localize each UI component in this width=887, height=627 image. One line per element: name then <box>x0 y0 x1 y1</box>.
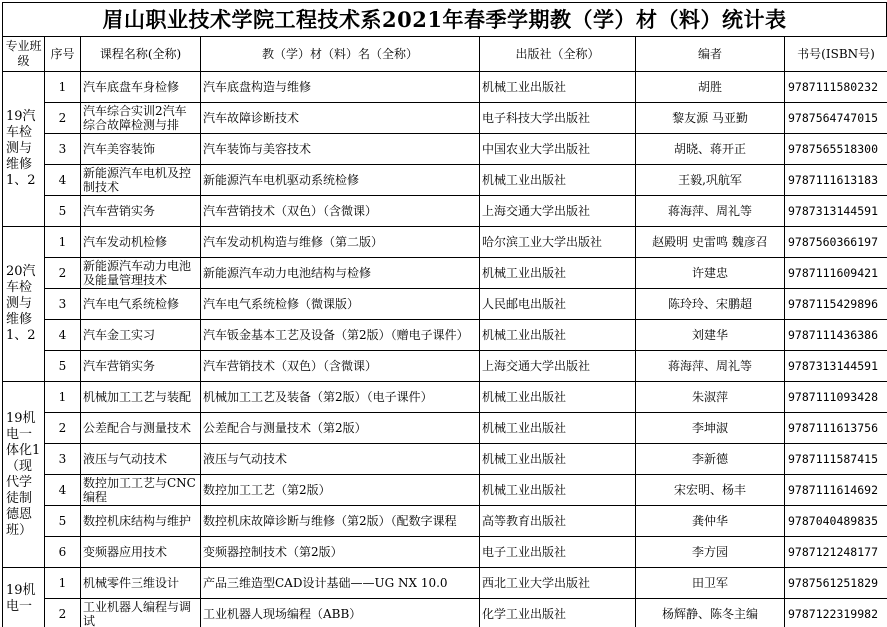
table-row <box>3 506 887 537</box>
header-seq: 序号 <box>45 37 81 72</box>
course-cell: 工业机器人编程与调试 <box>81 599 201 627</box>
header-row <box>3 37 887 72</box>
table-row <box>3 134 887 165</box>
book-cell: 产品三维造型CAD设计基础——UG NX 10.0 <box>201 568 480 599</box>
seq-cell: 1 <box>45 227 81 258</box>
publisher-cell: 机械工业出版社 <box>480 444 636 475</box>
isbn-cell: 9787111093428 <box>785 382 887 413</box>
publisher-cell: 机械工业出版社 <box>480 165 636 196</box>
table-row <box>3 475 887 506</box>
book-cell: 汽车故障诊断技术 <box>201 103 480 134</box>
course-cell: 汽车金工实习 <box>81 320 201 351</box>
editor-cell: 宋宏明、杨丰 <box>636 475 785 506</box>
book-cell: 新能源汽车电机驱动系统检修 <box>201 165 480 196</box>
editor-cell: 李新德 <box>636 444 785 475</box>
editor-cell: 蒋海萍、周礼等 <box>636 196 785 227</box>
header-publisher: 出版社（全称） <box>480 37 636 72</box>
publisher-cell: 上海交通大学出版社 <box>480 351 636 382</box>
seq-cell: 3 <box>45 444 81 475</box>
publisher-cell: 机械工业出版社 <box>480 258 636 289</box>
isbn-cell: 9787313144591 <box>785 351 887 382</box>
publisher-cell: 电子工业出版社 <box>480 537 636 568</box>
publisher-cell: 机械工业出版社 <box>480 413 636 444</box>
isbn-cell: 9787111613183 <box>785 165 887 196</box>
editor-cell: 李方园 <box>636 537 785 568</box>
editor-cell: 赵殿明 史雷鸣 魏彦召 <box>636 227 785 258</box>
seq-cell: 5 <box>45 351 81 382</box>
publisher-cell: 人民邮电出版社 <box>480 289 636 320</box>
table-row <box>3 382 887 413</box>
course-cell: 机械加工工艺与装配 <box>81 382 201 413</box>
seq-cell: 2 <box>45 413 81 444</box>
header-course: 课程名称(全称) <box>81 37 201 72</box>
book-cell: 汽车营销技术（双色）（含微课） <box>201 351 480 382</box>
book-cell: 汽车营销技术（双色）（含微课） <box>201 196 480 227</box>
publisher-cell: 机械工业出版社 <box>480 72 636 103</box>
seq-cell: 3 <box>45 134 81 165</box>
editor-cell: 许建忠 <box>636 258 785 289</box>
seq-cell: 2 <box>45 258 81 289</box>
course-cell: 汽车电气系统检修 <box>81 289 201 320</box>
header-editor: 编者 <box>636 37 785 72</box>
seq-cell: 4 <box>45 165 81 196</box>
course-cell: 汽车综合实训2汽车综合故障检测与排 <box>81 103 201 134</box>
isbn-cell: 9787561251829 <box>785 568 887 599</box>
course-cell: 汽车营销实务 <box>81 196 201 227</box>
seq-cell: 2 <box>45 103 81 134</box>
editor-cell: 田卫军 <box>636 568 785 599</box>
course-cell: 公差配合与测量技术 <box>81 413 201 444</box>
isbn-cell: 9787111613756 <box>785 413 887 444</box>
textbook-table <box>2 36 887 627</box>
class-group-cell: 19汽车检测与维修1、2 <box>3 72 45 227</box>
book-cell: 汽车钣金基本工艺及设备（第2版）（赠电子课件） <box>201 320 480 351</box>
editor-cell: 王毅,巩航军 <box>636 165 785 196</box>
course-cell: 汽车底盘车身检修 <box>81 72 201 103</box>
seq-cell: 6 <box>45 537 81 568</box>
course-cell: 汽车发动机检修 <box>81 227 201 258</box>
editor-cell: 朱淑萍 <box>636 382 785 413</box>
editor-cell: 黎友源 马亚勤 <box>636 103 785 134</box>
course-cell: 液压与气动技术 <box>81 444 201 475</box>
course-cell: 汽车营销实务 <box>81 351 201 382</box>
isbn-cell: 9787560366197 <box>785 227 887 258</box>
book-cell: 变频器控制技术（第2版） <box>201 537 480 568</box>
isbn-cell: 9787565518300 <box>785 134 887 165</box>
book-cell: 汽车电气系统检修（微课版） <box>201 289 480 320</box>
book-cell: 机械加工工艺及装备（第2版）（电子课件） <box>201 382 480 413</box>
course-cell: 变频器应用技术 <box>81 537 201 568</box>
book-cell: 工业机器人现场编程（ABB） <box>201 599 480 627</box>
course-cell: 新能源汽车动力电池及能量管理技术 <box>81 258 201 289</box>
book-cell: 汽车发动机构造与维修（第二版） <box>201 227 480 258</box>
seq-cell: 1 <box>45 72 81 103</box>
table-row <box>3 444 887 475</box>
sheet-title: 眉山职业技术学院工程技术系2021年春季学期教（学）材（料）统计表 <box>2 2 887 36</box>
publisher-cell: 高等教育出版社 <box>480 506 636 537</box>
editor-cell: 胡胜 <box>636 72 785 103</box>
book-cell: 汽车底盘构造与维修 <box>201 72 480 103</box>
table-row <box>3 196 887 227</box>
isbn-cell: 9787111587415 <box>785 444 887 475</box>
isbn-cell: 9787111609421 <box>785 258 887 289</box>
publisher-cell: 化学工业出版社 <box>480 599 636 627</box>
table-row <box>3 320 887 351</box>
class-group-cell: 19机电一体化1（现代学徒制德恩班） <box>3 382 45 568</box>
editor-cell: 陈玲玲、宋鹏超 <box>636 289 785 320</box>
editor-cell: 刘建华 <box>636 320 785 351</box>
table-row <box>3 537 887 568</box>
isbn-cell: 9787111436386 <box>785 320 887 351</box>
publisher-cell: 西北工业大学出版社 <box>480 568 636 599</box>
book-cell: 新能源汽车动力电池结构与检修 <box>201 258 480 289</box>
isbn-cell: 9787564747015 <box>785 103 887 134</box>
isbn-cell: 9787111580232 <box>785 72 887 103</box>
isbn-cell: 9787040489835 <box>785 506 887 537</box>
table-row <box>3 165 887 196</box>
isbn-cell: 9787115429896 <box>785 289 887 320</box>
class-group-cell: 20汽车检测与维修1、2 <box>3 227 45 382</box>
course-cell: 数控机床结构与维护 <box>81 506 201 537</box>
publisher-cell: 上海交通大学出版社 <box>480 196 636 227</box>
table-row <box>3 72 887 103</box>
class-group-cell: 19机电一 <box>3 568 45 627</box>
table-body <box>3 72 887 627</box>
seq-cell: 1 <box>45 568 81 599</box>
course-cell: 新能源汽车电机及控制技术 <box>81 165 201 196</box>
book-cell: 数控机床故障诊断与维修（第2版）（配数字课程 <box>201 506 480 537</box>
editor-cell: 蒋海萍、周礼等 <box>636 351 785 382</box>
isbn-cell: 9787313144591 <box>785 196 887 227</box>
book-cell: 汽车装饰与美容技术 <box>201 134 480 165</box>
table-row <box>3 289 887 320</box>
header-book: 教（学）材（料）名（全称） <box>201 37 480 72</box>
isbn-cell: 9787111614692 <box>785 475 887 506</box>
table-row <box>3 351 887 382</box>
course-cell: 汽车美容装饰 <box>81 134 201 165</box>
isbn-cell: 9787121248177 <box>785 537 887 568</box>
editor-cell: 龚仲华 <box>636 506 785 537</box>
publisher-cell: 机械工业出版社 <box>480 320 636 351</box>
seq-cell: 1 <box>45 382 81 413</box>
header-isbn: 书号(ISBN号) <box>785 37 887 72</box>
course-cell: 机械零件三维设计 <box>81 568 201 599</box>
isbn-cell: 9787122319982 <box>785 599 887 627</box>
book-cell: 数控加工工艺（第2版） <box>201 475 480 506</box>
seq-cell: 3 <box>45 289 81 320</box>
seq-cell: 5 <box>45 196 81 227</box>
seq-cell: 5 <box>45 506 81 537</box>
table-row <box>3 227 887 258</box>
table-row <box>3 258 887 289</box>
editor-cell: 胡晓、蒋开正 <box>636 134 785 165</box>
statistics-sheet <box>2 2 887 627</box>
editor-cell: 杨辉静、陈冬主编 <box>636 599 785 627</box>
book-cell: 液压与气动技术 <box>201 444 480 475</box>
publisher-cell: 电子科技大学出版社 <box>480 103 636 134</box>
table-row <box>3 568 887 599</box>
seq-cell: 2 <box>45 599 81 627</box>
publisher-cell: 中国农业大学出版社 <box>480 134 636 165</box>
course-cell: 数控加工工艺与CNC编程 <box>81 475 201 506</box>
publisher-cell: 哈尔滨工业大学出版社 <box>480 227 636 258</box>
seq-cell: 4 <box>45 320 81 351</box>
publisher-cell: 机械工业出版社 <box>480 382 636 413</box>
publisher-cell: 机械工业出版社 <box>480 475 636 506</box>
seq-cell: 4 <box>45 475 81 506</box>
table-row <box>3 413 887 444</box>
header-class: 专业班级 <box>3 37 45 72</box>
table-row <box>3 103 887 134</box>
editor-cell: 李坤淑 <box>636 413 785 444</box>
book-cell: 公差配合与测量技术（第2版） <box>201 413 480 444</box>
